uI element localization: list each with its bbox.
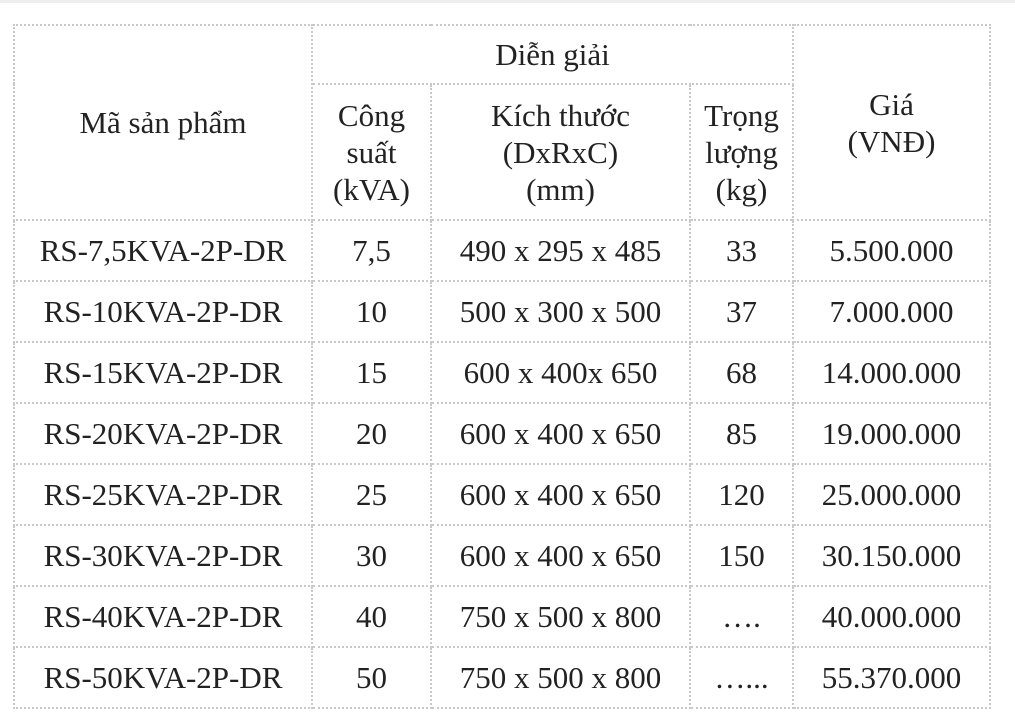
price-table [13, 24, 991, 709]
header-power-line: (kVA) [333, 171, 410, 207]
cell-code: RS-15KVA-2P-DR [14, 342, 312, 403]
cell-price: 5.500.000 [793, 220, 990, 281]
cell-code: RS-20KVA-2P-DR [14, 403, 312, 464]
cell-weight: 68 [690, 342, 793, 403]
header-price-line: Giá [869, 86, 914, 122]
header-dimensions-line: (mm) [526, 171, 595, 207]
table-row [14, 403, 990, 464]
cell-code: RS-40KVA-2P-DR [14, 586, 312, 647]
header-weight-line: lượng [705, 134, 778, 170]
cell-size: 490 x 295 x 485 [431, 220, 690, 281]
cell-price: 14.000.000 [793, 342, 990, 403]
cell-size: 600 x 400x 650 [431, 342, 690, 403]
header-power [312, 84, 431, 220]
cell-code: RS-10KVA-2P-DR [14, 281, 312, 342]
cell-power: 20 [312, 403, 431, 464]
cell-weight: …. [690, 586, 793, 647]
table-row [14, 464, 990, 525]
table-row [14, 342, 990, 403]
cell-price: 25.000.000 [793, 464, 990, 525]
header-description: Diễn giải [312, 25, 793, 84]
cell-size: 600 x 400 x 650 [431, 464, 690, 525]
cell-code: RS-7,5KVA-2P-DR [14, 220, 312, 281]
cell-power: 50 [312, 647, 431, 708]
header-weight-line: (kg) [715, 171, 768, 207]
cell-code: RS-25KVA-2P-DR [14, 464, 312, 525]
table-row [14, 281, 990, 342]
header-dimensions-line: Kích thước [490, 97, 631, 133]
cell-weight: 37 [690, 281, 793, 342]
cell-size: 600 x 400 x 650 [431, 403, 690, 464]
cell-power: 7,5 [312, 220, 431, 281]
header-weight [690, 84, 793, 220]
cell-size: 600 x 400 x 650 [431, 525, 690, 586]
cell-size: 500 x 300 x 500 [431, 281, 690, 342]
cell-size: 750 x 500 x 800 [431, 586, 690, 647]
header-price-line: (VNĐ) [847, 123, 936, 159]
cell-code: RS-30KVA-2P-DR [14, 525, 312, 586]
top-border [0, 0, 1015, 3]
cell-price: 55.370.000 [793, 647, 990, 708]
cell-power: 25 [312, 464, 431, 525]
cell-code: RS-50KVA-2P-DR [14, 647, 312, 708]
cell-power: 15 [312, 342, 431, 403]
cell-price: 30.150.000 [793, 525, 990, 586]
header-row [14, 25, 990, 84]
table-row [14, 586, 990, 647]
table-row [14, 525, 990, 586]
cell-weight: 150 [690, 525, 793, 586]
cell-power: 30 [312, 525, 431, 586]
header-weight-line: Trọng [704, 97, 779, 133]
header-product-code: Mã sản phẩm [14, 25, 312, 220]
cell-power: 40 [312, 586, 431, 647]
cell-price: 19.000.000 [793, 403, 990, 464]
header-price [793, 25, 990, 220]
cell-weight: 33 [690, 220, 793, 281]
header-power-line: Công [337, 97, 406, 133]
cell-weight: 120 [690, 464, 793, 525]
table-row [14, 647, 990, 708]
header-power-line: suất [346, 134, 397, 170]
cell-power: 10 [312, 281, 431, 342]
header-dimensions [431, 84, 690, 220]
table-row [14, 220, 990, 281]
cell-price: 7.000.000 [793, 281, 990, 342]
cell-size: 750 x 500 x 800 [431, 647, 690, 708]
cell-weight: 85 [690, 403, 793, 464]
cell-price: 40.000.000 [793, 586, 990, 647]
cell-weight: …... [690, 647, 793, 708]
header-dimensions-line: (DxRxC) [502, 134, 619, 170]
